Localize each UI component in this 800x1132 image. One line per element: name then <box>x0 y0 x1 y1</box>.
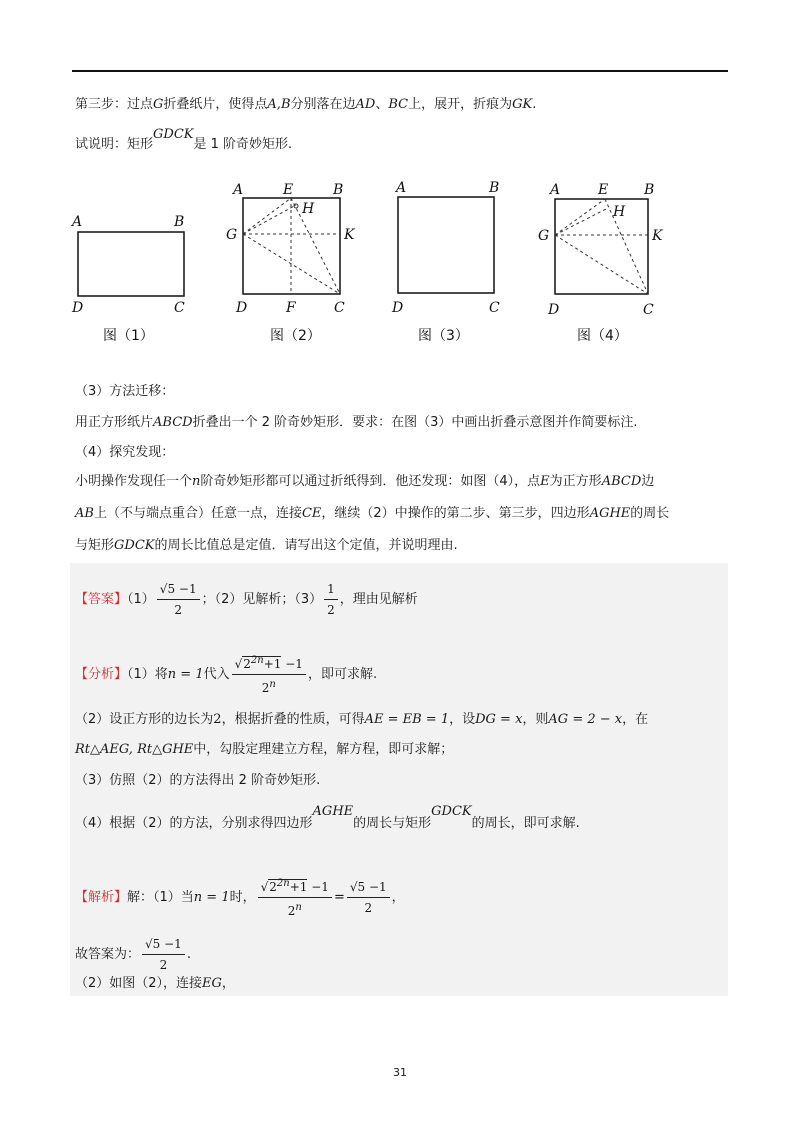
fig2-label-D: D <box>236 300 248 316</box>
figure-3 <box>391 180 500 344</box>
fig4-label-E: E <box>598 182 609 198</box>
fig4-label-C: C <box>643 302 654 318</box>
analysis-line5: （4）根据（2）的方法，分别求得四边形AGHE的周长与矩形GDCK的周长，即可求解. <box>75 804 580 831</box>
fig2-label-A: A <box>233 182 244 198</box>
analysis-formula: $\frac{√2^{2n}+1 -1}{2^n}$ <box>232 652 306 697</box>
fig3-label-C: C <box>489 300 500 316</box>
answer-fraction-2: $\frac{1}{2}$ <box>324 580 338 619</box>
fig2-label-K: K <box>344 227 355 243</box>
fig3-square <box>398 197 494 293</box>
fig2-label-H: H <box>302 201 315 217</box>
answer-fraction-1: $\frac{√5 -1}{2}$ <box>157 580 200 619</box>
fig4-square <box>555 199 648 294</box>
fig1-label-D: D <box>72 300 84 316</box>
analysis-line2: （2）设正方形的边长为2，根据折叠的性质，可得AE = EB = 1，设DG = x，则AG = 2 − x，在 <box>75 712 649 727</box>
explain-line: 试说明：矩形GDCK是 1 阶奇妙矩形. <box>75 127 293 152</box>
fig2-label-B: B <box>333 182 344 198</box>
fig4-seg-EC <box>605 199 648 294</box>
fig4-label-G: G <box>538 228 550 244</box>
solution-line2: 故答案为： $\frac{√5 -1}{2}$ . <box>75 937 191 972</box>
fig1-label-A: A <box>72 214 83 230</box>
solution-formula: $\frac{√2^{2n}+1 -1}{2^n}$ <box>258 875 332 920</box>
analysis-line4: （3）仿照（2）的方法得出 2 阶奇妙矩形. <box>75 773 321 788</box>
solution-line3: （2）如图（2），连接EG， <box>75 976 235 991</box>
analysis-line1: 【分析】（1）将n = 1代入 $\frac{√2^{2n}+1 -1}{2^n}$ ，即可求解. <box>75 652 377 697</box>
q4-line2: AB上（不与端点重合）任意一点，连接CE，继续（2）中操作的第二步、第三步，四边形AGHE的周长 <box>75 506 670 521</box>
q3-body: 用正方形纸片ABCD折叠出一个 2 阶奇妙矩形．要求：在图（3）中画出折叠示意图并作简要标注. <box>75 415 638 430</box>
header-rule <box>72 70 728 72</box>
fig2-seg-EC <box>291 198 340 294</box>
solution-result-fraction: $\frac{√5 -1}{2}$ <box>347 878 390 917</box>
fig4-label-A: A <box>550 182 561 198</box>
fig1-label-B: B <box>174 214 185 230</box>
figure-4 <box>538 182 664 344</box>
fig4-label-D: D <box>548 302 560 318</box>
fig4-seg-GE <box>555 199 605 235</box>
solution-answer-fraction: $\frac{√5 -1}{2}$ <box>142 935 185 974</box>
fig4-label-B: B <box>644 182 655 198</box>
fig4-seg-GC <box>555 235 648 294</box>
fig3-label-D: D <box>392 300 404 316</box>
fig2-label-E: E <box>283 182 294 198</box>
fig1-rectangle <box>78 232 184 296</box>
page-number: 31 <box>393 1066 407 1079</box>
figures-svg <box>0 178 800 378</box>
fig4-caption: 图（4） <box>577 328 628 344</box>
solution-line1: 【解析】解：（1）当n = 1时， $\frac{√2^{2n}+1 -1}{2^n}$ = $\frac{√5 -1}{2}$ ， <box>75 875 405 920</box>
fig3-label-A: A <box>396 180 407 196</box>
fig2-seg-GE <box>243 198 291 234</box>
q4-line3: 与矩形GDCK的周长比值总是定值．请写出这个定值，并说明理由. <box>75 538 458 553</box>
fig2-label-G: G <box>226 227 238 243</box>
fig2-seg-GH <box>243 205 296 234</box>
q3-title: （3）方法迁移： <box>75 384 175 399</box>
figure-1 <box>70 214 185 344</box>
q4-line1: 小明操作发现任一个n阶奇妙矩形都可以通过折纸得到．他还发现：如图（4），点E为正方形ABCD边 <box>75 474 655 489</box>
fig2-label-F: F <box>286 300 296 316</box>
step3-line: 第三步：过点G折叠纸片，使得点A,B分别落在边AD、BC上，展开，折痕为GK. <box>75 97 537 112</box>
fig1-caption: 图（1） <box>103 328 154 344</box>
q4-title: （4）探究发现： <box>75 445 175 460</box>
fig2-label-C: C <box>334 300 345 316</box>
fig3-label-B: B <box>489 180 500 196</box>
analysis-line3: Rt△AEG, Rt△GHE中，勾股定理建立方程，解方程，即可求解； <box>75 742 454 757</box>
fig1-label-C: C <box>174 300 185 316</box>
fig2-caption: 图（2） <box>270 328 321 344</box>
answer-line: 【答案】（1） $\frac{√5 -1}{2}$ ；（2）见解析；（3） $\frac{1}{2}$ ，理由见解析 <box>75 582 418 617</box>
fig4-label-H: H <box>613 204 626 220</box>
fig3-caption: 图（3） <box>418 328 469 344</box>
fig4-seg-GH <box>555 208 608 235</box>
figure-2 <box>226 182 356 344</box>
fig4-label-K: K <box>652 228 663 244</box>
